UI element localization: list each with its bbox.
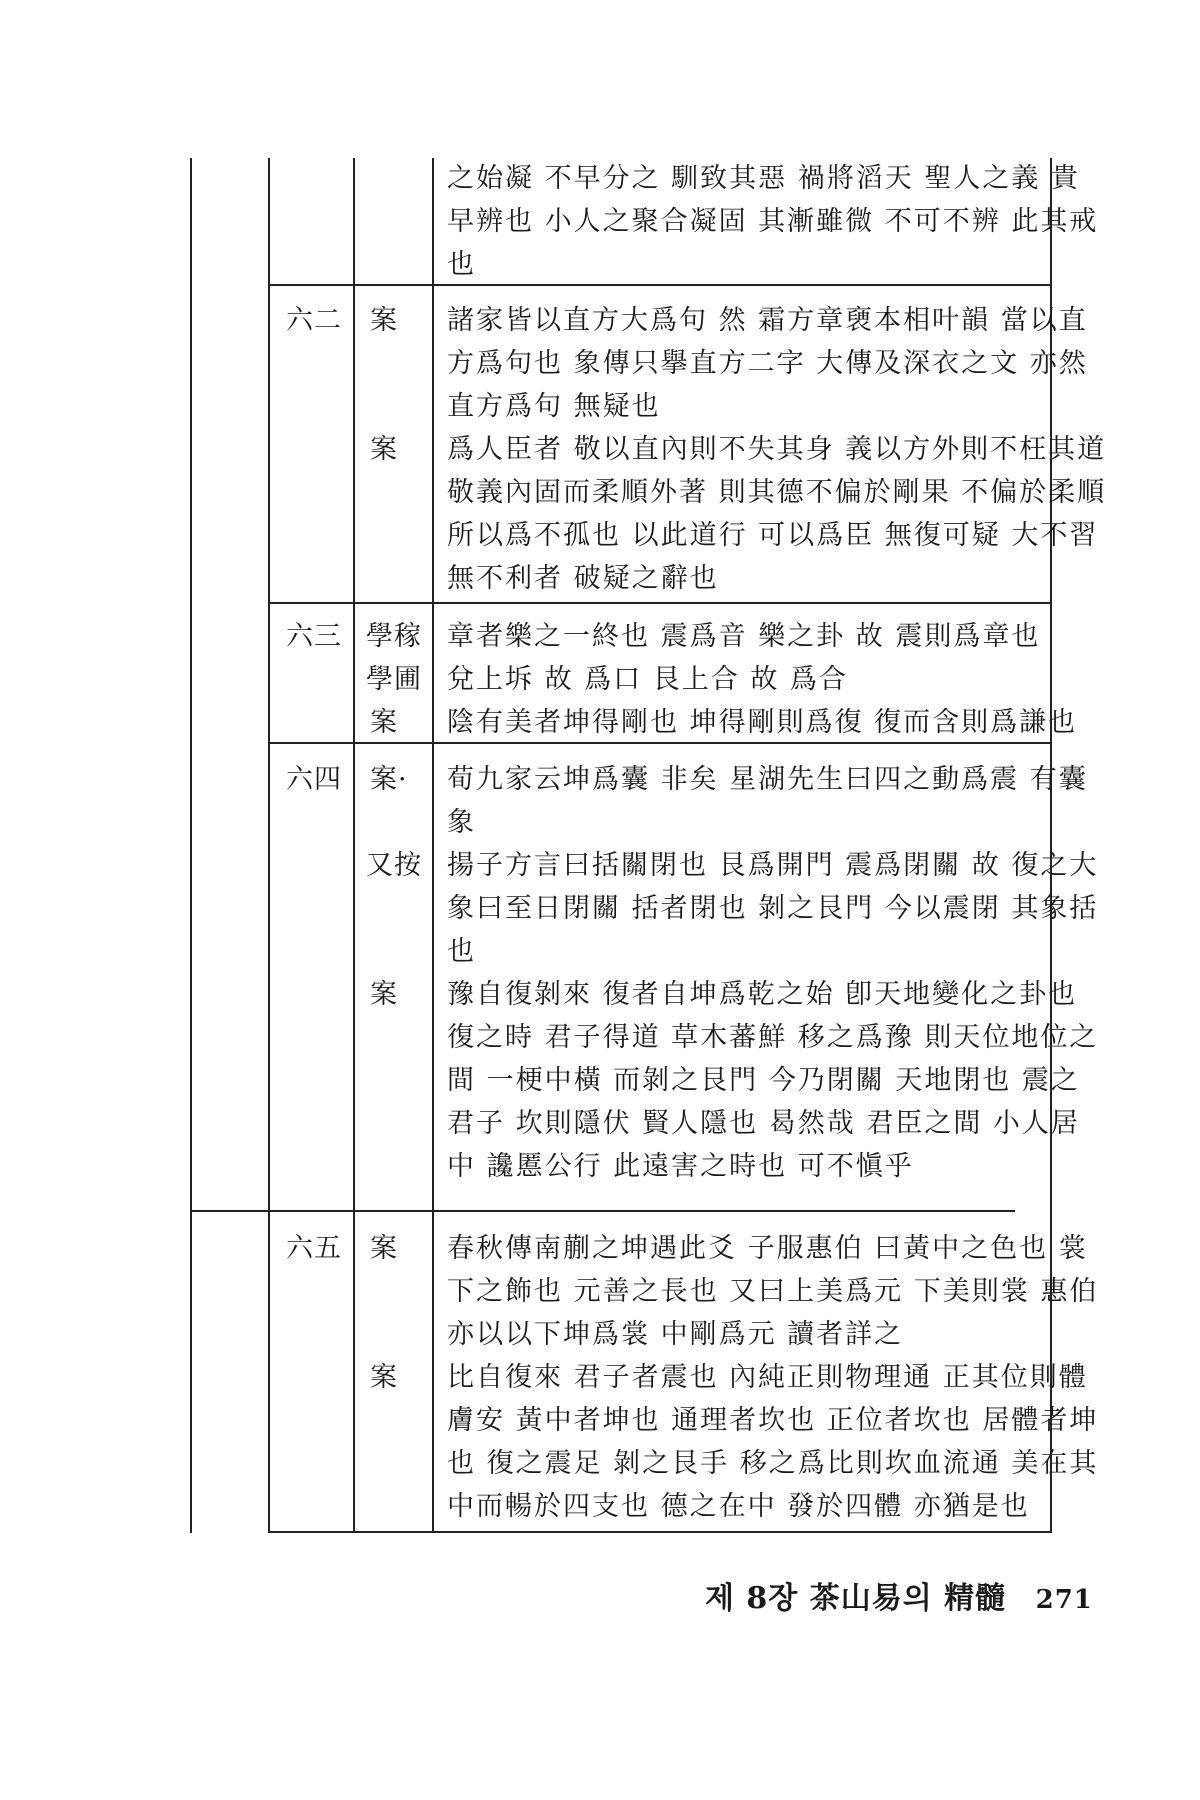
commentary-line: 也: [447, 936, 476, 967]
commentary-tag: 案: [370, 707, 398, 738]
commentary-line: 也: [447, 249, 476, 280]
commentary-line: 中而暢於四支也 德之在中 發於四體 亦猶是也: [447, 1491, 1030, 1522]
left-margin-rule: [190, 158, 192, 1533]
commentary-line: 敬義內固而柔順外著 則其德不偏於剛果 不偏於柔順: [447, 477, 1107, 508]
line-label: 六五: [286, 1233, 342, 1264]
row-divider-1: [268, 284, 1052, 286]
commentary-line: 諸家皆以直方大爲句 然 霜方章褏本相叶韻 當以直: [447, 305, 1088, 336]
commentary-line: 爲人臣者 敬以直內則不失其身 義以方外則不枉其道: [447, 434, 1107, 465]
commentary-line: 方爲句也 象傳只擧直方二字 大傳及深衣之文 亦然: [447, 348, 1088, 379]
commentary-tag: 案·: [370, 764, 408, 795]
commentary-tag: 案: [370, 1233, 398, 1264]
commentary-line: 下之飾也 元善之長也 又曰上美爲元 下美則裳 惠伯: [447, 1276, 1099, 1307]
column-rule-tag: [353, 158, 355, 1533]
commentary-line: 之始凝 不早分之 馴致其惡 禍將滔天 聖人之義 貴: [447, 163, 1080, 194]
commentary-line: 比自復來 君子者震也 內純正則物理通 正其位則體: [447, 1362, 1088, 1393]
commentary-tag: 學圃: [366, 664, 422, 695]
commentary-line: 陰有美者坤得剛也 坤得剛則爲復 復而含則爲謙也: [447, 707, 1078, 738]
commentary-line: 所以爲不孤也 以此道行 可以爲臣 無復可疑 大不習: [447, 520, 1099, 551]
line-label: 六四: [286, 764, 342, 795]
row-divider-4: [190, 1210, 1015, 1212]
commentary-line: 荀九家云坤爲囊 非矣 星湖先生曰四之動爲震 有囊: [447, 764, 1088, 795]
commentary-line: 君子 坎則隱伏 賢人隱也 曷然哉 君臣之間 小人居: [447, 1108, 1080, 1139]
page-number: 271: [1035, 1585, 1093, 1615]
commentary-line: 揚子方言曰括關閉也 艮爲開門 震爲閉關 故 復之大: [447, 850, 1099, 881]
commentary-line: 間 一梗中橫 而剝之艮門 今乃閉關 天地閉也 震之: [447, 1065, 1080, 1096]
commentary-tag: 案: [370, 434, 398, 465]
commentary-line: 象: [447, 807, 476, 838]
commentary-line: 春秋傳南蒯之坤遇此爻 子服惠伯 曰黃中之色也 裳: [447, 1233, 1088, 1264]
page-footer: [705, 1573, 1093, 1617]
commentary-line: 兌上坼 故 爲口 艮上合 故 爲合: [447, 664, 848, 695]
chapter-title: 제 8장 茶山易의 精髓: [705, 1581, 1007, 1616]
commentary-line: 直方爲句 無疑也: [447, 391, 661, 422]
commentary-line: 早辨也 小人之聚合凝固 其漸雖微 不可不辨 此其戒: [447, 206, 1099, 237]
commentary-line: 中 讒慝公行 此遠害之時也 可不愼乎: [447, 1151, 914, 1182]
commentary-line: 復之時 君子得道 草木蕃鮮 移之爲豫 則天位地位之: [447, 1022, 1099, 1053]
commentary-tag: 案: [370, 1362, 398, 1393]
commentary-tag: 案: [370, 979, 398, 1010]
commentary-line: 膚安 黃中者坤也 通理者坎也 正位者坎也 居體者坤: [447, 1405, 1099, 1436]
commentary-line: 象曰至日閉關 括者閉也 剝之艮門 今以震閉 其象括: [447, 893, 1099, 924]
row-divider-3: [268, 742, 1052, 744]
commentary-line: 也 復之震足 剝之艮手 移之爲比則坎血流通 美在其: [447, 1448, 1099, 1479]
commentary-tag: 學稼: [366, 621, 422, 652]
row-divider-2: [268, 602, 1052, 604]
column-rule-text: [432, 158, 434, 1533]
table-bottom-rule: [268, 1531, 1052, 1533]
line-label: 六三: [286, 621, 342, 652]
commentary-tag: 案: [370, 305, 398, 336]
commentary-line: 無不利者 破疑之辭也: [447, 563, 719, 594]
commentary-line: 章者樂之一終也 震爲音 樂之卦 故 震則爲章也: [447, 621, 1041, 652]
commentary-tag: 又按: [366, 850, 422, 881]
commentary-line: 豫自復剝來 復者自坤爲乾之始 卽天地變化之卦也: [447, 979, 1078, 1010]
commentary-line: 亦以以下坤爲裳 中剛爲元 讀者詳之: [447, 1319, 904, 1350]
line-label: 六二: [286, 305, 342, 336]
column-rule-label: [268, 158, 270, 1533]
